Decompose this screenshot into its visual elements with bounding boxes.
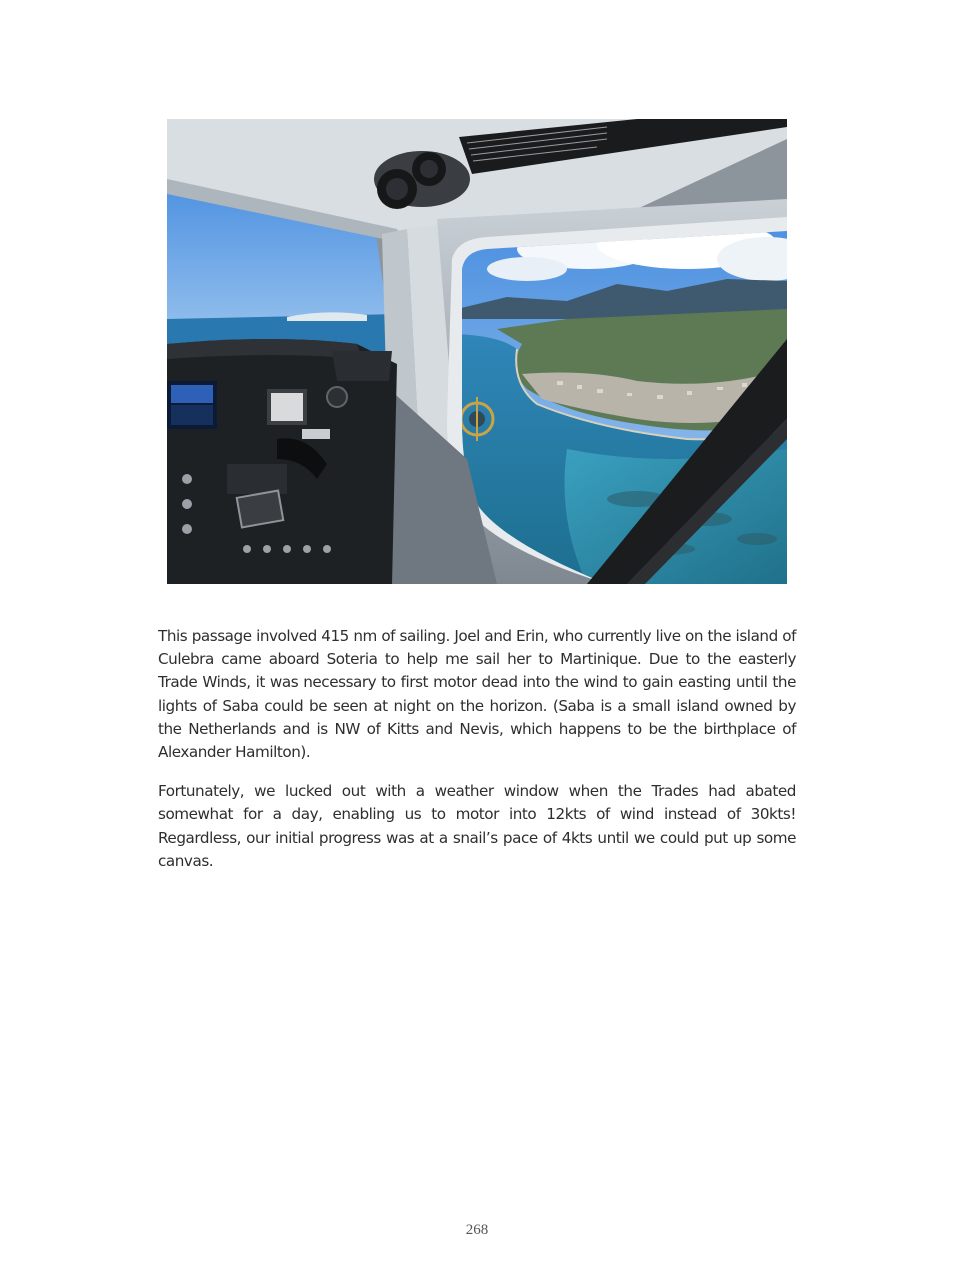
- paragraph-weather-window: Fortunately, we lucked out with a weather window when the Trades had abated somewhat for a day, enabling us to motor into 12kts of wind instead of 30kts! Regardless, our initial progress was at a snail’s pace of 4kts until we could put up some canvas.: [158, 782, 796, 870]
- airplane-cockpit-window-photo-icon: [167, 119, 787, 584]
- paragraph-passage-intro: This passage involved 415 nm of sailing. Joel and Erin, who currently live on the island of Culebra came aboard Soteria to help me sail her to Martinique. Due to the easterly Trade Winds, it was necessary to first motor dead into the wind to gain easting until the lights of Saba could be seen at night on the horizon. (Saba is a small island owned by the Netherlands and is NW of Kitts and Nevis, which happens to be the birthplace of Alexander Hamilton).: [158, 627, 796, 762]
- body-text: [158, 625, 796, 889]
- cockpit-window-photo: [167, 119, 787, 584]
- page-number: 268: [465, 1222, 489, 1238]
